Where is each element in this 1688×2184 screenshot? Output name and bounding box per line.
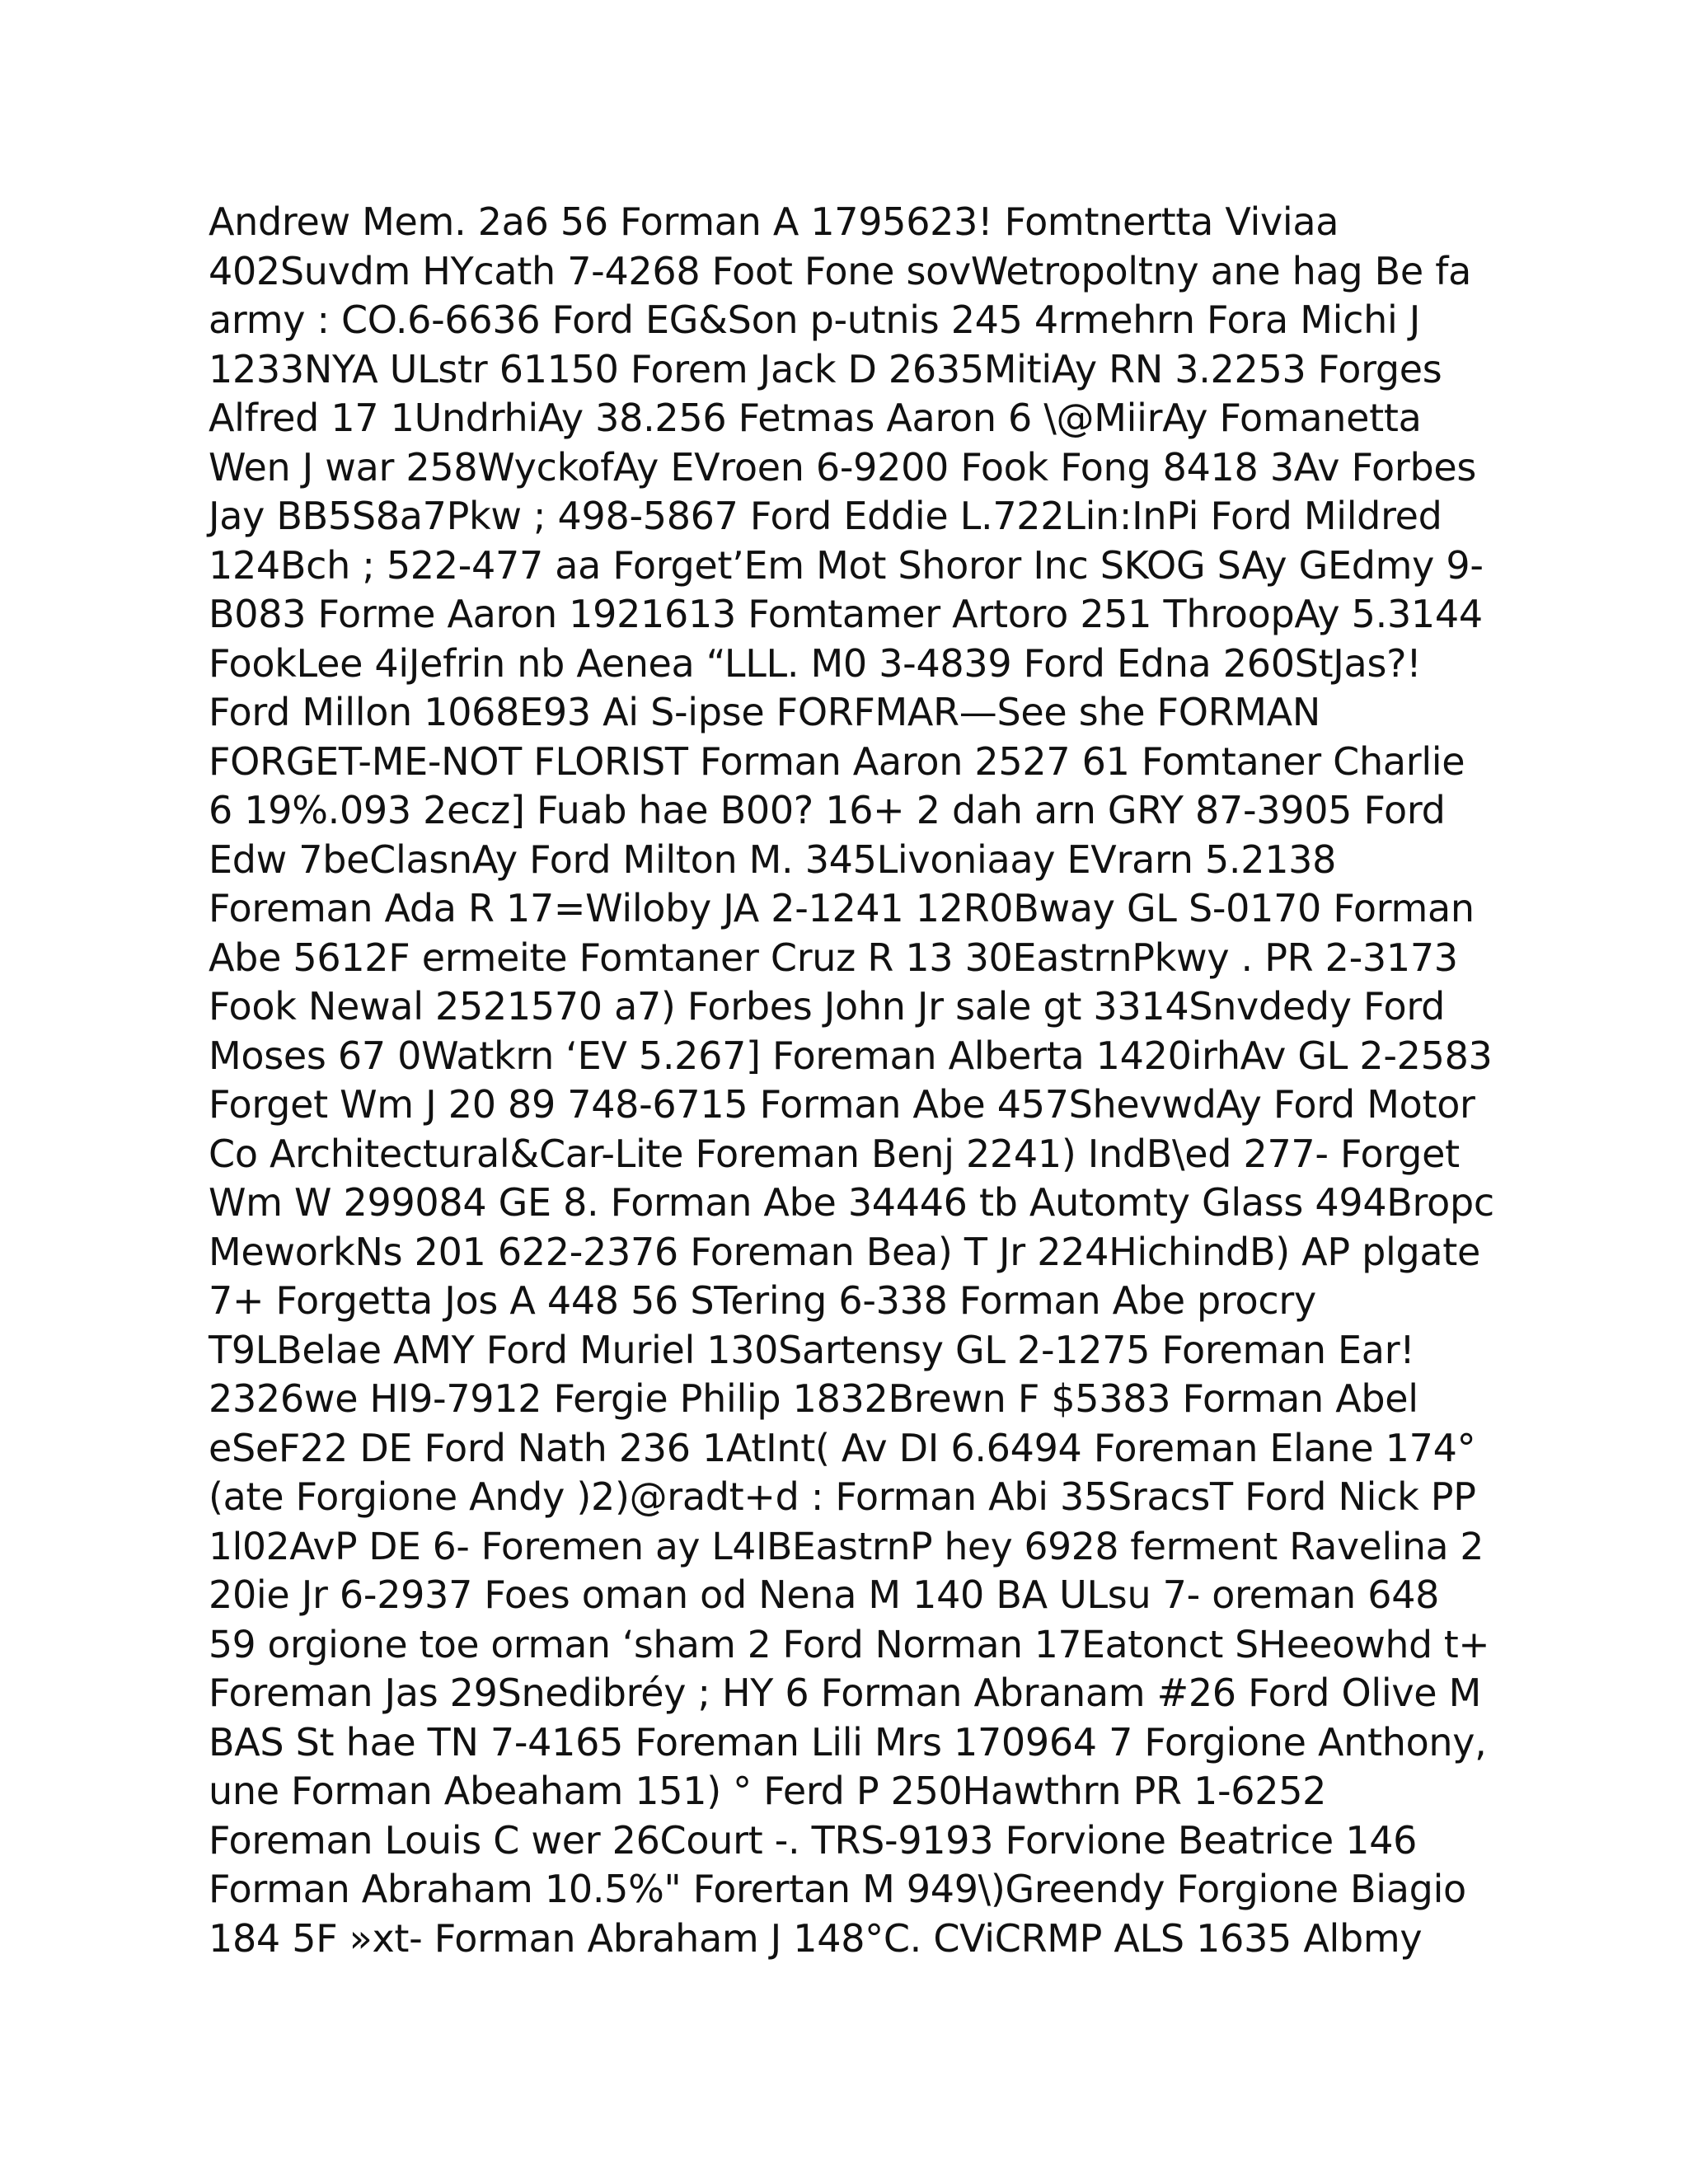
text-line: Wm W 299084 GE 8. Forman Abe 34446 tb Automty Glass 494Bropc (209, 1180, 1494, 1225)
text-line: T9LBelae AMY Ford Muriel 130Sartensy GL 2-1275 Foreman Ear! (209, 1327, 1415, 1372)
text-line: 6 19%.093 2ecz] Fuab hae B00? 16+ 2 dah arn GRY 87-3905 Ford (209, 788, 1446, 832)
text-line: Fook Newal 2521570 a7) Forbes John Jr sale gt 3314Snvdedy Ford (209, 984, 1446, 1029)
text-line: 7+ Forgetta Jos A 448 56 STering 6-338 Forman Abe procry (209, 1278, 1316, 1323)
text-line: 59 orgione toe orman ‘sham 2 Ford Norman 17Eatonct SHeeowhd t+ (209, 1622, 1490, 1666)
text-line: Forget Wm J 20 89 748-6715 Forman Abe 457ShevwdAy Ford Motor (209, 1082, 1475, 1127)
text-line: (ate Forgione Andy )2)@radt+d : Forman Abi 35SracsT Ford Nick PP (209, 1474, 1476, 1519)
text-line: Foreman Ada R 17=Wiloby JA 2-1241 12R0Bway GL S-0170 Forman (209, 886, 1475, 930)
text-line: une Forman Abeaham 151) ° Ferd P 250Hawthrn PR 1-6252 (209, 1769, 1327, 1813)
text-line: FORGET-ME-NOT FLORIST Forman Aaron 2527 61 Fomtaner Charlie (209, 738, 1465, 784)
text-line: FookLee 4iJefrin nb Aenea “LLL. M0 3-4839 Ford Edna 260StJas?! (209, 640, 1422, 686)
text-line: 1233NYA ULstr 61150 Forem Jack D 2635MitiAy RN 3.2253 Forges (209, 346, 1442, 391)
text-line: MeworkNs 201 622-2376 Foreman Bea) T Jr 224HichindB) AP plgate (209, 1229, 1480, 1274)
text-line: B083 Forme Aaron 1921613 Fomtamer Artoro 251 ThroopAy 5.3144 (209, 592, 1483, 636)
text-line: Foreman Jas 29Snedibréy ; HY 6 Forman Abranam #26 Ford Olive M (209, 1671, 1481, 1715)
text-line: eSeF22 DE Ford Nath 236 1AtInt( Av DI 6.6494 Foreman Elane 174° (209, 1425, 1476, 1470)
text-line: 1l02AvP DE 6- Foremen ay L4IBEastrnP hey 6928 ferment Ravelina 2 (209, 1524, 1484, 1568)
directory-text-block (209, 198, 1494, 1963)
text-line: Moses 67 0Watkrn ‘EV 5.267] Foreman Alberta 1420irhAv GL 2-2583 (209, 1033, 1493, 1078)
text-line: Abe 5612F ermeite Fomtaner Cruz R 13 30EastrnPkwy . PR 2-3173 (209, 935, 1458, 980)
text-line: Edw 7beClasnAy Ford Milton M. 345Livoniaay EVrarn 5.2138 (209, 837, 1337, 882)
text-line: Jay BB5S8a7Pkw ; 498-5867 Ford Eddie L.722Lin:InPi Ford Mildred (209, 494, 1442, 538)
text-line: army : CO.6-6636 Ford EG&Son p-utnis 245 4rmehrn Fora Michi J (209, 298, 1421, 342)
text-line: 20ie Jr 6-2937 Foes oman od Nena M 140 BA ULsu 7- oreman 648 (209, 1572, 1440, 1617)
text-line: 184 5F »xt- Forman Abraham J 148°C. CViCRMP ALS 1635 Albmy (209, 1915, 1423, 1961)
text-line: Andrew Mem. 2a6 56 Forman A 1795623! Fomtnertta Viviaa (209, 199, 1339, 244)
text-line: 124Bch ; 522-477 aa Forget’Em Mot Shoror Inc SKOG SAy GEdmy 9- (209, 542, 1484, 588)
text-line: Wen J war 258WyckofAy EVroen 6-9200 Fook Fong 8418 3Av Forbes (209, 444, 1477, 490)
text-line: BAS St hae TN 7-4165 Foreman Lili Mrs 170964 7 Forgione Anthony, (209, 1719, 1487, 1765)
text-line: Alfred 17 1UndrhiAy 38.256 Fetmas Aaron 6 \@MiirAy Fomanetta (209, 396, 1422, 440)
text-line: Co Architectural&Car-Lite Foreman Benj 2241) IndB\ed 277- Forget (209, 1131, 1460, 1176)
text-line: 2326we HI9-7912 Fergie Philip 1832Brewn F $5383 Forman Abel (209, 1376, 1418, 1421)
text-line: 402Suvdm HYcath 7-4268 Foot Fone sovWetropoltny ane hag Be fa (209, 248, 1471, 293)
text-line: Forman Abraham 10.5%" Forertan M 949\)Greendy Forgione Biagio (209, 1867, 1466, 1911)
text-line: Foreman Louis C wer 26Court -. TRS-9193 Forvione Beatrice 146 (209, 1817, 1418, 1863)
text-line: Ford Millon 1068E93 Ai S-ipse FORFMAR—See she FORMAN (209, 690, 1320, 734)
